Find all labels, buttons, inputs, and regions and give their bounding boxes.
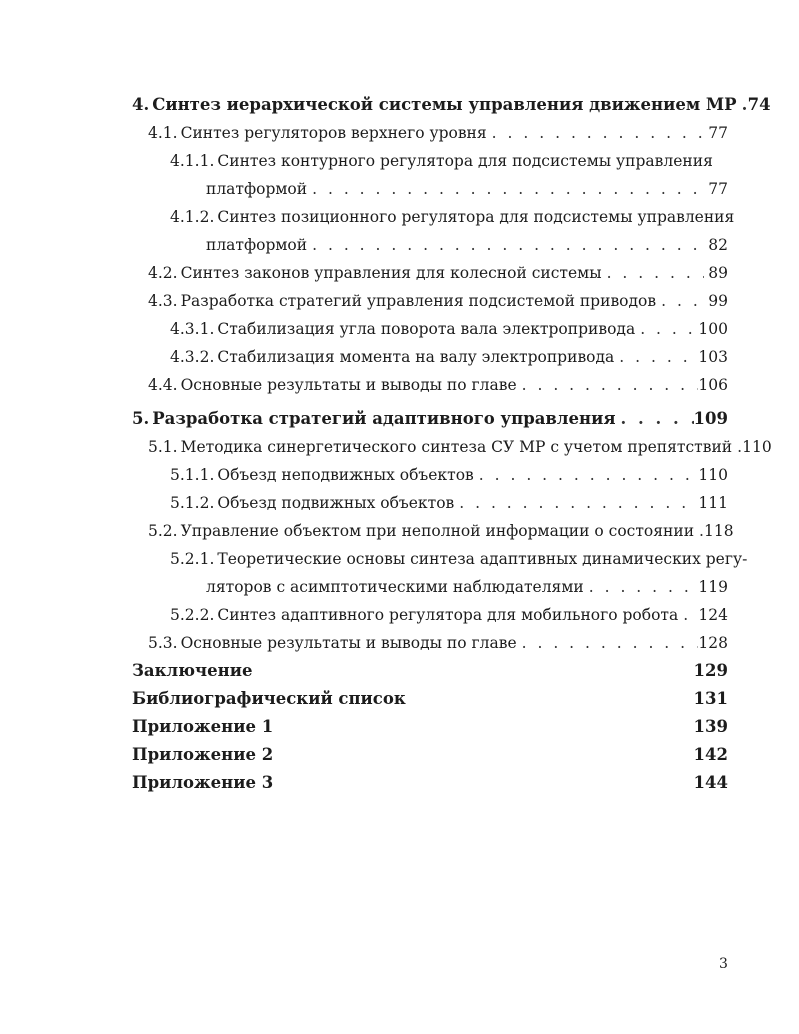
entry-page: 139: [693, 717, 728, 736]
entry-page: 89: [708, 264, 728, 282]
entry-title: Основные результаты и выводы по главе: [180, 634, 517, 652]
entry-page: 129: [693, 661, 728, 680]
toc-entry-appendix-2[interactable]: [132, 741, 728, 769]
dot-leader: [307, 231, 704, 259]
dot-leader: [678, 601, 698, 629]
entry-title-continuation: платформой: [206, 236, 308, 254]
entry-title: Основные результаты и выводы по главе: [180, 376, 517, 394]
toc-entry-4-1-2[interactable]: [132, 203, 735, 259]
dot-leader: [517, 371, 699, 399]
dot-leader: [307, 175, 704, 203]
entry-title: Управление объектом при неполной информации о состоянии: [180, 522, 695, 540]
toc-entry-4-3-2[interactable]: [132, 343, 728, 371]
toc-entry-conclusion[interactable]: [132, 657, 728, 685]
entry-title: Заключение: [132, 661, 253, 680]
entry-page: 74: [747, 95, 771, 114]
entry-page: 82: [708, 236, 728, 254]
toc-entry-5-2[interactable]: [132, 517, 734, 545]
entry-title-continuation: платформой: [206, 180, 308, 198]
toc-entry-5-1-2[interactable]: [132, 489, 728, 517]
toc-entry-4-3-1[interactable]: [132, 315, 728, 343]
entry-number: 4.2.: [148, 264, 178, 282]
entry-continuation: [132, 573, 728, 601]
toc-entry-4-1-1[interactable]: [132, 147, 728, 203]
entry-page: 128: [698, 634, 728, 652]
entry-number: 5.1.: [148, 438, 178, 456]
entry-number: 4.: [132, 95, 150, 114]
entry-title: Синтез позиционного регулятора для подсистемы управления: [217, 208, 735, 226]
toc-entry-4-3[interactable]: [132, 287, 728, 315]
entry-page: 109: [693, 409, 728, 428]
dot-leader: [737, 91, 747, 119]
entry-continuation: [132, 175, 728, 203]
entry-title: Приложение 2: [132, 745, 274, 764]
entry-number: 4.4.: [148, 376, 178, 394]
entry-title: Синтез законов управления для колесной системы: [180, 264, 602, 282]
dot-leader: [614, 343, 698, 371]
toc-entry-5-2-1[interactable]: [132, 545, 748, 601]
toc-entry-appendix-3[interactable]: [132, 769, 728, 797]
entry-title: Библиографический список: [132, 689, 406, 708]
entry-number: 5.2.: [148, 522, 178, 540]
entry-number: 5.1.2.: [170, 494, 215, 512]
entry-title: Синтез иерархической системы управления движением МР: [152, 95, 737, 114]
toc-entry-4-2[interactable]: [132, 259, 728, 287]
entry-title: Приложение 1: [132, 717, 274, 736]
dot-leader: [487, 119, 704, 147]
entry-number: 5.: [132, 409, 150, 428]
entry-page: 103: [698, 348, 728, 366]
dot-leader: [602, 259, 704, 287]
entry-first-line: [132, 203, 735, 231]
entry-title: Разработка стратегий адаптивного управления: [152, 409, 616, 428]
entry-page: 110: [742, 438, 772, 456]
entry-title-continuation: ляторов с асимптотическими наблюдателями: [206, 578, 584, 596]
toc-entry-bibliography[interactable]: [132, 685, 728, 713]
entry-first-line: [132, 545, 748, 573]
entry-title: Синтез адаптивного регулятора для мобильного робота: [217, 606, 679, 624]
dot-leader: [584, 573, 699, 601]
entry-page: 77: [708, 180, 728, 198]
entry-number: 5.3.: [148, 634, 178, 652]
entry-page: 131: [693, 689, 728, 708]
entry-number: 4.1.: [148, 124, 178, 142]
entry-title: Стабилизация угла поворота вала электропривода: [217, 320, 636, 338]
entry-number: 4.1.1.: [170, 152, 215, 170]
toc-entry-chapter-4[interactable]: [132, 91, 771, 119]
dot-leader: [616, 405, 694, 433]
entry-title: Объезд неподвижных объектов: [217, 466, 474, 484]
entry-number: 5.1.1.: [170, 466, 215, 484]
toc-entry-5-2-2[interactable]: [132, 601, 728, 629]
dot-leader: [656, 287, 704, 315]
page-number: 3: [719, 956, 728, 972]
toc-entry-4-1[interactable]: [132, 119, 728, 147]
entry-number: 4.1.2.: [170, 208, 215, 226]
toc-entry-5-3[interactable]: [132, 629, 728, 657]
dot-leader: [454, 489, 698, 517]
entry-title: Приложение 3: [132, 773, 274, 792]
entry-continuation: [132, 231, 728, 259]
dot-leader: [474, 461, 699, 489]
entry-page: 144: [693, 773, 728, 792]
toc-entry-5-1[interactable]: [132, 433, 772, 461]
dot-leader: [694, 517, 704, 545]
dot-leader: [635, 315, 698, 343]
entry-page: 100: [698, 320, 728, 338]
entry-title: Объезд подвижных объектов: [217, 494, 455, 512]
entry-page: 106: [698, 376, 728, 394]
entry-first-line: [132, 147, 728, 175]
entry-page: 142: [693, 745, 728, 764]
entry-title: Стабилизация момента на валу электропривода: [217, 348, 615, 366]
toc-entry-5-1-1[interactable]: [132, 461, 728, 489]
table-of-contents: [132, 91, 772, 797]
toc-entry-4-4[interactable]: [132, 371, 728, 399]
entry-number: 4.3.2.: [170, 348, 215, 366]
entry-number: 5.2.1.: [170, 550, 215, 568]
dot-leader: [732, 433, 742, 461]
toc-entry-appendix-1[interactable]: [132, 713, 728, 741]
entry-title: Синтез контурного регулятора для подсистемы управления: [217, 152, 713, 170]
entry-page: 124: [698, 606, 728, 624]
entry-number: 4.3.: [148, 292, 178, 310]
entry-page: 118: [704, 522, 734, 540]
entry-page: 110: [698, 466, 728, 484]
entry-title: Синтез регуляторов верхнего уровня: [180, 124, 487, 142]
entry-title: Теоретические основы синтеза адаптивных динамических регу-: [217, 550, 748, 568]
toc-entry-chapter-5[interactable]: [132, 405, 728, 433]
entry-page: 77: [708, 124, 728, 142]
entry-number: 4.3.1.: [170, 320, 215, 338]
entry-title: Методика синергетического синтеза СУ МР с учетом препятствий: [180, 438, 733, 456]
entry-page: 99: [708, 292, 728, 310]
entry-title: Разработка стратегий управления подсистемой приводов: [180, 292, 657, 310]
entry-page: 119: [698, 578, 728, 596]
dot-leader: [517, 629, 699, 657]
entry-number: 5.2.2.: [170, 606, 215, 624]
entry-page: 111: [698, 494, 728, 512]
